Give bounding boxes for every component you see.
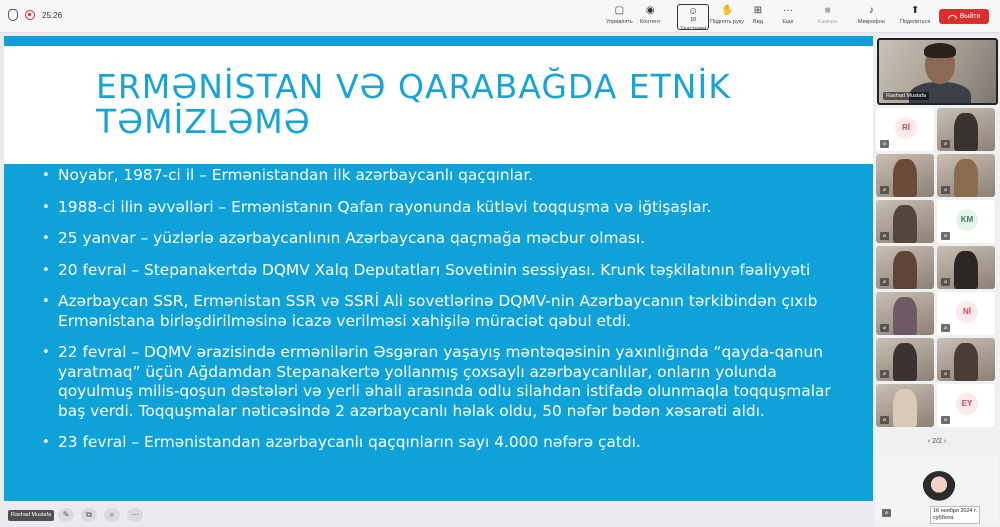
more-icon: ··· bbox=[783, 5, 793, 16]
weekday-line: суббота bbox=[933, 515, 954, 521]
participant-tile[interactable] bbox=[937, 338, 995, 381]
raise-hand-icon: ✋ bbox=[721, 5, 734, 16]
participant-count: 10 bbox=[690, 17, 696, 23]
mic-muted-icon: ⌀ bbox=[880, 370, 889, 378]
content-label: Контент bbox=[640, 19, 661, 25]
mic-muted-icon: ⌀ bbox=[941, 370, 950, 378]
fit-icon[interactable]: ⧉ bbox=[81, 508, 97, 522]
mic-muted-icon: ⌀ bbox=[941, 186, 950, 194]
bullet-item: • 20 fevral – Stepanakertdə DQMV Xalq Deputatları Sovetinin sessiyası. Krunk təşkilatının fəaliyyəti bbox=[42, 261, 842, 281]
mic-muted-icon: ⌀ bbox=[941, 140, 950, 148]
participant-video bbox=[893, 205, 917, 243]
participant-tile[interactable] bbox=[876, 154, 934, 197]
hand-label: Поднять руку bbox=[710, 19, 744, 25]
bullet-item: • Noyabr, 1987-ci il – Ermənistandan ilk azərbaycanlı qaçqınlar. bbox=[42, 166, 842, 186]
mic-muted-icon: ⌀ bbox=[941, 278, 950, 286]
share-icon: ⬆ bbox=[910, 5, 920, 16]
pager-label: 2/2 bbox=[932, 438, 942, 445]
toolbar-status bbox=[8, 9, 62, 21]
more-label: Еще bbox=[782, 19, 794, 25]
mic-button[interactable] bbox=[858, 4, 885, 30]
participants-button[interactable] bbox=[677, 4, 709, 30]
slide-content-box bbox=[4, 164, 873, 501]
shared-slide bbox=[4, 36, 873, 501]
participant-pager bbox=[874, 438, 1000, 445]
mic-muted-icon: ⌀ bbox=[880, 416, 889, 424]
pager-prev-icon[interactable]: ‹ bbox=[927, 438, 931, 445]
control-button[interactable] bbox=[606, 4, 633, 30]
view-label: Вид bbox=[753, 19, 763, 25]
mic-muted-icon: ⌀ bbox=[880, 324, 889, 332]
recording-icon bbox=[25, 10, 35, 20]
meeting-toolbar bbox=[0, 0, 1000, 33]
mic-muted-icon: ⌀ bbox=[880, 278, 889, 286]
meeting-timer: 25:26 bbox=[42, 10, 63, 20]
participant-initials: Rİ bbox=[895, 117, 917, 139]
participant-video bbox=[893, 343, 917, 381]
participant-video bbox=[893, 389, 917, 427]
view-icon: ⊞ bbox=[753, 5, 763, 16]
mic-muted-icon: ⌀ bbox=[941, 324, 950, 332]
participant-sidebar bbox=[874, 35, 1000, 527]
screen-control-icon: ▢ bbox=[614, 5, 625, 16]
speaker-hair bbox=[924, 43, 956, 58]
mic-muted-icon: ⌀ bbox=[941, 416, 950, 424]
participant-tile[interactable] bbox=[937, 246, 995, 289]
slide-accent-bar bbox=[4, 36, 873, 46]
participant-tile[interactable] bbox=[876, 338, 934, 381]
participant-tile[interactable] bbox=[937, 108, 995, 151]
participant-tile[interactable] bbox=[937, 200, 995, 243]
participant-tile[interactable] bbox=[876, 292, 934, 335]
mic-muted-icon: ⌀ bbox=[882, 509, 891, 517]
mic-muted-icon: ⌀ bbox=[880, 186, 889, 194]
pen-icon[interactable]: ✎ bbox=[58, 508, 74, 522]
camera-icon: ■ bbox=[824, 5, 831, 16]
slide-title bbox=[96, 69, 796, 139]
participant-video bbox=[954, 343, 978, 381]
leave-button[interactable] bbox=[939, 9, 989, 24]
more-button[interactable] bbox=[782, 4, 794, 30]
share-label: Поделиться bbox=[900, 19, 931, 25]
shield-icon bbox=[8, 9, 18, 21]
participant-initials: Nİ bbox=[956, 301, 978, 323]
mic-muted-icon: ⌀ bbox=[880, 140, 889, 148]
microphone-icon: ♪ bbox=[868, 5, 874, 16]
share-button[interactable] bbox=[900, 4, 930, 30]
participant-tile[interactable] bbox=[937, 154, 995, 197]
participants-label: Участники bbox=[680, 26, 707, 32]
participant-tile[interactable] bbox=[876, 384, 934, 427]
content-icon: ◉ bbox=[645, 5, 655, 16]
self-view[interactable] bbox=[876, 455, 998, 523]
participant-tile[interactable] bbox=[876, 246, 934, 289]
participant-tile[interactable] bbox=[937, 384, 995, 427]
zoom-icon[interactable]: ⌕ bbox=[104, 508, 120, 522]
bullet-item: • 23 fevral – Ermənistandan azərbaycanlı qaçqınların sayı 4.000 nəfərə çatdı. bbox=[42, 433, 842, 453]
participant-tile[interactable] bbox=[876, 200, 934, 243]
participant-video bbox=[954, 113, 978, 151]
mic-muted-icon: ⌀ bbox=[880, 232, 889, 240]
presenter-name: Rashad Mustafa bbox=[8, 510, 54, 521]
participant-initials: KM bbox=[956, 209, 978, 231]
date-chip bbox=[930, 506, 980, 524]
participants-icon: ☺ bbox=[688, 6, 699, 17]
slide-title-line-2: TƏMİZLƏMƏ bbox=[96, 102, 311, 141]
participant-tile[interactable] bbox=[937, 292, 995, 335]
participant-video bbox=[954, 159, 978, 197]
slide-title-line-1: ERMƏNİSTAN VƏ QARABAĞDA ETNİK bbox=[96, 67, 731, 106]
date-line: 16 ноября 2024 г. bbox=[933, 508, 977, 514]
mic-label: Микрофон bbox=[858, 19, 885, 25]
participant-video bbox=[893, 251, 917, 289]
bullet-list bbox=[42, 166, 842, 465]
speaker-name: Rashad Mustafa bbox=[883, 92, 929, 100]
options-icon[interactable]: ⋯ bbox=[127, 508, 143, 522]
participant-video bbox=[893, 159, 917, 197]
leave-label: Выйти bbox=[959, 13, 981, 20]
participant-initials: EY bbox=[956, 393, 978, 415]
hand-button[interactable] bbox=[710, 4, 744, 30]
bullet-item: • 25 yanvar – yüzlərlə azərbaycanlının Azərbaycana qaçmağa məcbur olması. bbox=[42, 229, 842, 249]
pager-next-icon[interactable]: › bbox=[943, 438, 947, 445]
mic-muted-icon: ⌀ bbox=[941, 232, 950, 240]
control-label: Управлять bbox=[606, 19, 633, 25]
speaker-video[interactable] bbox=[877, 38, 998, 105]
self-avatar bbox=[922, 471, 956, 505]
content-button[interactable] bbox=[640, 4, 660, 30]
view-button[interactable] bbox=[752, 4, 764, 30]
participant-video bbox=[893, 297, 917, 335]
phone-icon bbox=[948, 15, 957, 19]
participant-video bbox=[954, 251, 978, 289]
bullet-item: • 1988-ci ilin əvvəlləri – Ermənistanın Qafan rayonunda kütləvi toqquşma və iğtişaşlar. bbox=[42, 198, 842, 218]
presenter-strip bbox=[4, 501, 873, 527]
camera-label: Камера bbox=[818, 19, 838, 25]
bullet-item: • Azərbaycan SSR, Ermənistan SSR və SSRİ Ali sovetlərinə DQMV-nin Azərbaycanın tərkibindən çıxıb Ermənistana birləşdirilməsinə icazə verilməsi xahişilə müraciət qəbul etdi. bbox=[42, 292, 842, 331]
bullet-item: • 22 fevral – DQMV ərazisində ermənilərin Əsgəran yaşayış məntəqəsinin yaxınlığında “qayda-qanun yaratmaq” üçün Ağdamdan Stepanakertə yollanmış çoxsaylı azərbaycanlılar, onların yolunda qoyulmuş milis-qoşun dəstələri və yerli əhali arasında odlu silahdan istifadə olunmaqla toqquşmalar baş verdi. Toqquşmalar nəticəsində 2 azərbaycanlı həlak oldu, 50 nəfər bədən xəsarəti aldı. bbox=[42, 343, 842, 421]
camera-button[interactable] bbox=[818, 4, 837, 30]
participant-tile[interactable] bbox=[876, 108, 934, 151]
